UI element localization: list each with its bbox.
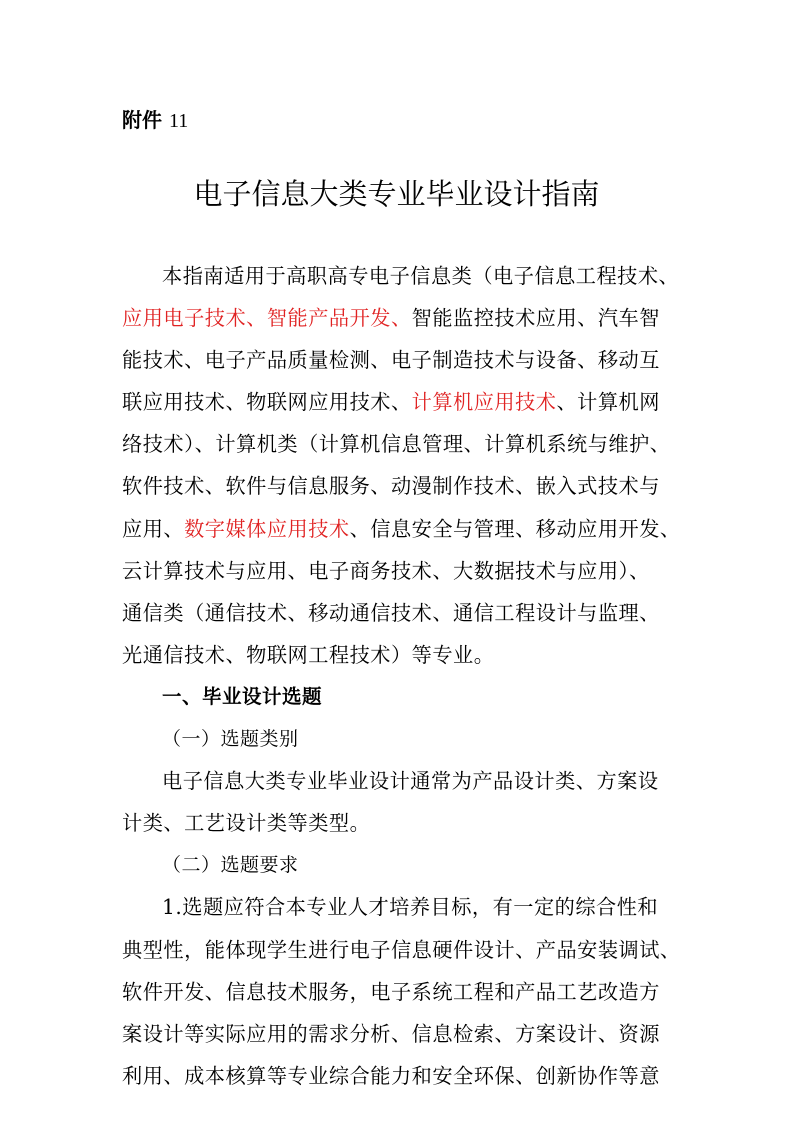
paragraph-line [122, 465, 682, 507]
document-body [122, 255, 682, 1097]
paragraph-line [122, 381, 682, 423]
attachment-text: 附件 [122, 108, 162, 132]
highlighted-major: 数字媒体应用技术 [184, 516, 350, 541]
text-segment: 、计算机网 [556, 390, 660, 415]
text-segment: 智能监控技术应用、汽车智 [411, 306, 660, 331]
paragraph-line: 计类、工艺设计类等类型。 [122, 811, 371, 836]
text-segment: 联应用技术、物联网应用技术、 [122, 390, 412, 415]
text-segment: 云计算技术与应用、电子商务技术、大数据技术与应用）、 [122, 558, 650, 583]
paragraph-line: 电子信息大类专业毕业设计通常为产品设计类、方案设 [162, 769, 659, 794]
text-segment: 通信类（通信技术、移动通信技术、通信工程设计与监理、 [122, 600, 660, 625]
highlighted-major: 计算机应用技术 [411, 390, 557, 415]
text-segment: 软件技术、软件与信息服务、动漫制作技术、嵌入式技术与 [122, 474, 660, 499]
paragraph-line [122, 297, 682, 339]
text-segment: 、信息安全与管理、移动应用开发、 [349, 516, 681, 541]
paragraph-line: 典型性，能体现学生进行电子信息硬件设计、产品安装调试、 [122, 937, 681, 962]
paragraph-line [122, 423, 682, 465]
paragraph-line: 利用、成本核算等专业综合能力和安全环保、创新协作等意 [122, 1063, 660, 1088]
attachment-number: 11 [168, 110, 189, 132]
paragraph-line [122, 592, 682, 634]
section-heading: 一、毕业设计选题 [162, 684, 323, 708]
paragraph-line: 1.选题应符合本专业人才培养目标，有一定的综合性和 [162, 895, 659, 920]
subsection-heading-category: （一）选题类别 [162, 728, 299, 751]
text-segment: 络技术）、计算机类（计算机信息管理、计算机系统与维护、 [122, 432, 671, 457]
highlighted-major: 应用电子技术、智能产品开发、 [122, 306, 412, 331]
text-segment: 应用、 [122, 516, 185, 541]
paragraph-line [122, 255, 682, 297]
text-segment: 能技术、电子产品质量检测、电子制造技术与设备、移动互 [122, 348, 660, 373]
paragraph-line: 案设计等实际应用的需求分析、信息检索、方案设计、资源 [122, 1021, 660, 1046]
intro-paragraph [122, 255, 682, 676]
paragraph-line: 软件开发、信息技术服务，电子系统工程和产品工艺改造方 [122, 979, 660, 1004]
text-segment: 本指南适用于高职高专电子信息类（电子信息工程技术、 [162, 264, 680, 288]
paragraph-line [122, 339, 682, 381]
attachment-label [122, 104, 188, 137]
paragraph-line [122, 508, 682, 550]
text-segment: 光通信技术、物联网工程技术）等专业。 [122, 642, 495, 667]
paragraph-line [122, 550, 682, 592]
document-title: 电子信息大类专业毕业设计指南 [193, 177, 600, 211]
paragraph-line [122, 634, 682, 676]
subsection-heading-requirements: （二）选题要求 [162, 854, 299, 877]
